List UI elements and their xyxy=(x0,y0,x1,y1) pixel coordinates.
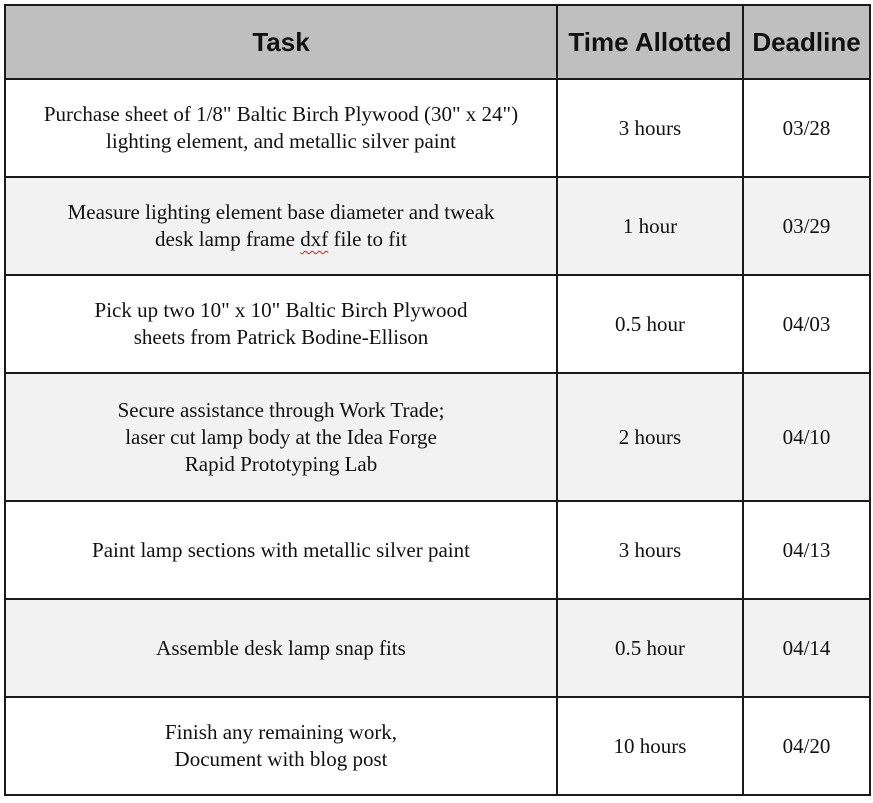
time-cell: 1 hour xyxy=(557,177,743,275)
task-text-line: Finish any remaining work, xyxy=(164,720,398,744)
table-row xyxy=(5,275,870,373)
task-text-line: Assemble desk lamp snap fits xyxy=(156,635,406,660)
task-cell xyxy=(5,373,557,501)
task-text-line xyxy=(10,226,552,253)
deadline-cell: 04/14 xyxy=(743,599,870,697)
task-text-line: sheets from Patrick Bodine-Ellison xyxy=(133,325,429,349)
time-cell: 0.5 hour xyxy=(557,275,743,373)
task-cell xyxy=(5,79,557,177)
deadline-cell: 03/29 xyxy=(743,177,870,275)
task-text-line: Pick up two 10" x 10" Baltic Birch Plywood xyxy=(94,298,468,322)
task-text-line: Measure lighting element base diameter and tweak xyxy=(67,200,495,224)
task-cell xyxy=(5,501,557,599)
time-cell: 3 hours xyxy=(557,79,743,177)
deadline-cell: 04/20 xyxy=(743,697,870,795)
task-text-line: Paint lamp sections with metallic silver paint xyxy=(92,537,470,562)
deadline-cell: 04/13 xyxy=(743,501,870,599)
task-text-line: laser cut lamp body at the Idea Forge xyxy=(125,424,437,449)
table-row xyxy=(5,373,870,501)
deadline-cell: 04/10 xyxy=(743,373,870,501)
spellcheck-flagged-word: dxf xyxy=(300,227,329,251)
time-cell: 3 hours xyxy=(557,501,743,599)
task-cell xyxy=(5,177,557,275)
task-text-line: lighting element, and metallic silver paint xyxy=(106,129,456,153)
time-cell: 0.5 hour xyxy=(557,599,743,697)
task-cell xyxy=(5,697,557,795)
column-header-time-allotted: Time Allotted xyxy=(557,5,743,79)
table-row xyxy=(5,501,870,599)
column-header-task: Task xyxy=(5,5,557,79)
time-cell: 2 hours xyxy=(557,373,743,501)
deadline-cell: 03/28 xyxy=(743,79,870,177)
table-row xyxy=(5,79,870,177)
task-text-line: Document with blog post xyxy=(174,747,388,771)
table-row xyxy=(5,697,870,795)
time-cell: 10 hours xyxy=(557,697,743,795)
task-text-line: Purchase sheet of 1/8" Baltic Birch Plywood (30" x 24") xyxy=(43,102,519,126)
task-schedule-table xyxy=(4,4,871,796)
deadline-cell: 04/03 xyxy=(743,275,870,373)
task-text-segment: file to fit xyxy=(328,227,407,251)
column-header-deadline: Deadline xyxy=(743,5,870,79)
table-row xyxy=(5,599,870,697)
task-cell xyxy=(5,599,557,697)
task-text-line: Rapid Prototyping Lab xyxy=(184,451,378,476)
task-text-segment: desk lamp frame xyxy=(155,227,301,251)
table-row xyxy=(5,177,870,275)
task-text-line: Secure assistance through Work Trade; xyxy=(117,397,445,422)
table-header-row xyxy=(5,5,870,79)
task-cell xyxy=(5,275,557,373)
